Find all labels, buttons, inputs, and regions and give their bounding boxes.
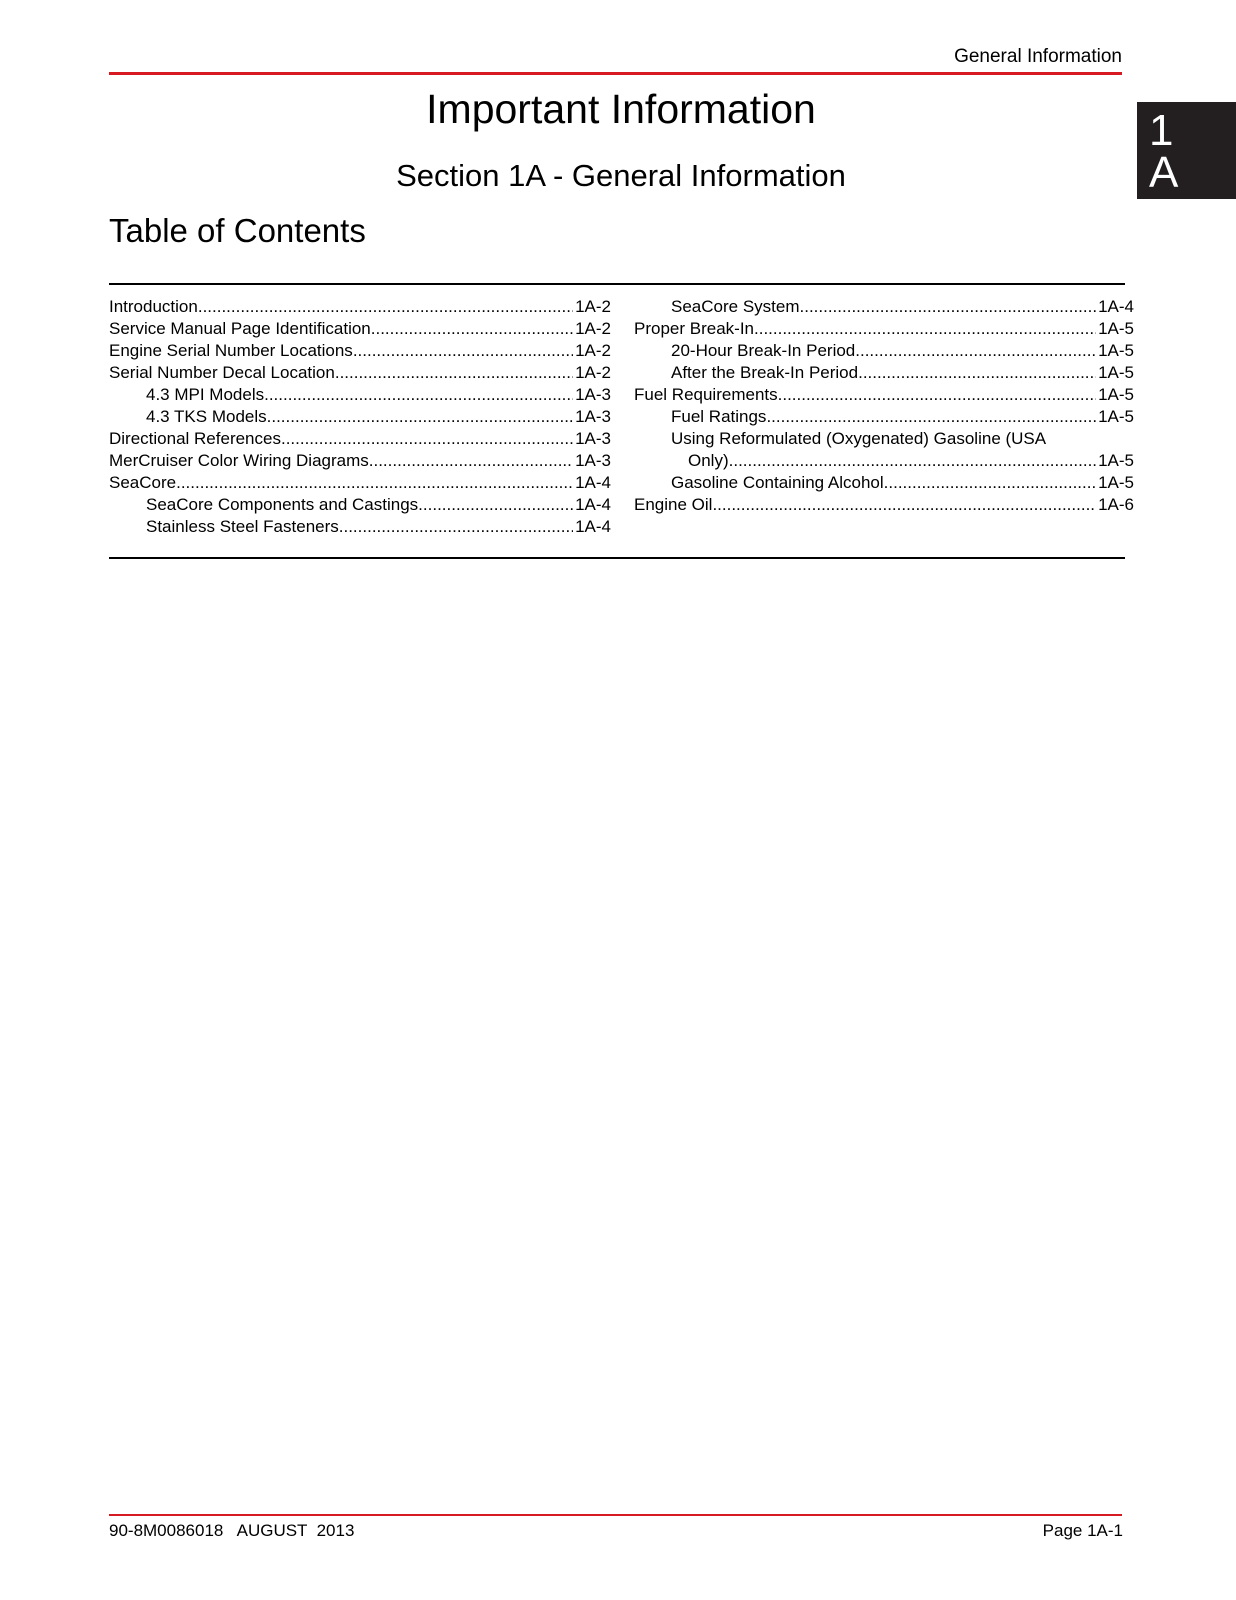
- toc-entry-title: Serial Number Decal Location: [109, 363, 335, 382]
- toc-entry-page: 1A-2: [575, 341, 611, 360]
- toc-entry-page: 1A-4: [575, 517, 611, 536]
- toc-entry-page: 1A-3: [575, 429, 611, 448]
- toc-entry-page: 1A-5: [1098, 319, 1134, 338]
- toc-entry-seacore[interactable]: [109, 472, 611, 494]
- toc-entry-page: 1A-4: [575, 473, 611, 492]
- toc-entry-fuel-requirements[interactable]: [634, 384, 1134, 406]
- toc-entry-serial-number-decal-location[interactable]: [109, 362, 611, 384]
- section-title: Section 1A - General Information: [396, 158, 846, 193]
- toc-entry-page: 1A-6: [1098, 495, 1134, 514]
- toc-entry-fuel-ratings[interactable]: [634, 406, 1134, 428]
- toc-entry-proper-break-in[interactable]: [634, 318, 1134, 340]
- toc-entry-title-continued: Only): [688, 451, 729, 470]
- toc-entry-title: SeaCore: [109, 473, 177, 492]
- running-header-title: General Information: [954, 46, 1122, 67]
- toc-entry-title: Directional References: [109, 429, 281, 448]
- toc-entry-title: 20-Hour Break-In Period: [671, 341, 856, 360]
- toc-bottom-rule: [109, 557, 1125, 559]
- footer-document-number: 90-8M0086018 AUGUST 2013: [109, 1521, 355, 1540]
- toc-entry-service-manual-page-identification[interactable]: [109, 318, 611, 340]
- toc-entry-title: 4.3 TKS Models: [146, 407, 267, 426]
- section-tab-letter: A: [1149, 148, 1179, 197]
- footer-red-rule: [109, 1514, 1122, 1516]
- toc-entry-page: 1A-3: [575, 407, 611, 426]
- toc-entry-title: MerCruiser Color Wiring Diagrams: [109, 451, 369, 470]
- toc-entry-page: 1A-3: [575, 451, 611, 470]
- toc-entry-page: 1A-2: [575, 297, 611, 316]
- toc-entry-title: 4.3 MPI Models: [146, 385, 265, 404]
- toc-entry-title: Stainless Steel Fasteners: [146, 517, 339, 536]
- footer-page-number: Page 1A-1: [1042, 1521, 1123, 1540]
- toc-entry-title: Fuel Requirements: [634, 385, 778, 404]
- toc-entry-stainless-steel-fasteners[interactable]: [109, 516, 611, 538]
- toc-entry-page: 1A-5: [1098, 341, 1134, 360]
- toc-entry-title: Fuel Ratings: [671, 407, 767, 426]
- toc-entry-title: Introduction: [109, 297, 198, 316]
- toc-entry-seacore-components-and-castings[interactable]: [109, 494, 611, 516]
- page-title: Important Information: [426, 86, 816, 132]
- toc-entry-page: 1A-5: [1098, 451, 1134, 470]
- toc-right-column: [634, 296, 1134, 516]
- toc-entry-title: After the Break-In Period: [671, 363, 859, 382]
- toc-entry-title: Using Reformulated (Oxygenated) Gasoline (USA: [671, 429, 1047, 448]
- header-red-rule: [109, 72, 1122, 75]
- toc-entry-title: SeaCore System: [671, 297, 800, 316]
- toc-entry-page: 1A-5: [1098, 473, 1134, 492]
- toc-entry-page: 1A-4: [575, 495, 611, 514]
- toc-entry-20-hour-break-in-period[interactable]: [634, 340, 1134, 362]
- toc-entry-using-reformulated-gasoline[interactable]: [634, 428, 1134, 472]
- toc-entry-gasoline-containing-alcohol[interactable]: [634, 472, 1134, 494]
- toc-entry-title: Engine Oil: [634, 495, 713, 514]
- toc-entry-title: Engine Serial Number Locations: [109, 341, 353, 360]
- toc-entry-page: 1A-3: [575, 385, 611, 404]
- toc-entry-title: SeaCore Components and Castings: [146, 495, 419, 514]
- toc-entry-page: 1A-5: [1098, 363, 1134, 382]
- toc-entry-title: Gasoline Containing Alcohol: [671, 473, 884, 492]
- toc-entry-directional-references[interactable]: [109, 428, 611, 450]
- toc-entry-page: 1A-5: [1098, 385, 1134, 404]
- toc-entry-engine-oil[interactable]: [634, 494, 1134, 516]
- toc-entry-introduction[interactable]: [109, 296, 611, 318]
- toc-entry-seacore-system[interactable]: [634, 296, 1134, 318]
- toc-left-column: [109, 296, 611, 538]
- toc-entry-page: 1A-2: [575, 363, 611, 382]
- section-tab-number: 1: [1149, 106, 1174, 155]
- toc-entry-page: 1A-5: [1098, 407, 1134, 426]
- toc-entry-page: 1A-2: [575, 319, 611, 338]
- toc-entry-title: Proper Break-In: [634, 319, 754, 338]
- toc-top-rule: [109, 283, 1125, 285]
- toc-entry-page: 1A-4: [1098, 297, 1134, 316]
- toc-entry-mercruiser-color-wiring-diagrams[interactable]: [109, 450, 611, 472]
- toc-entry-engine-serial-number-locations[interactable]: [109, 340, 611, 362]
- toc-entry-4-3-tks-models[interactable]: [109, 406, 611, 428]
- toc-entry-4-3-mpi-models[interactable]: [109, 384, 611, 406]
- toc-entry-after-the-break-in-period[interactable]: [634, 362, 1134, 384]
- toc-entry-title: Service Manual Page Identification: [109, 319, 371, 338]
- toc-heading: Table of Contents: [109, 212, 366, 249]
